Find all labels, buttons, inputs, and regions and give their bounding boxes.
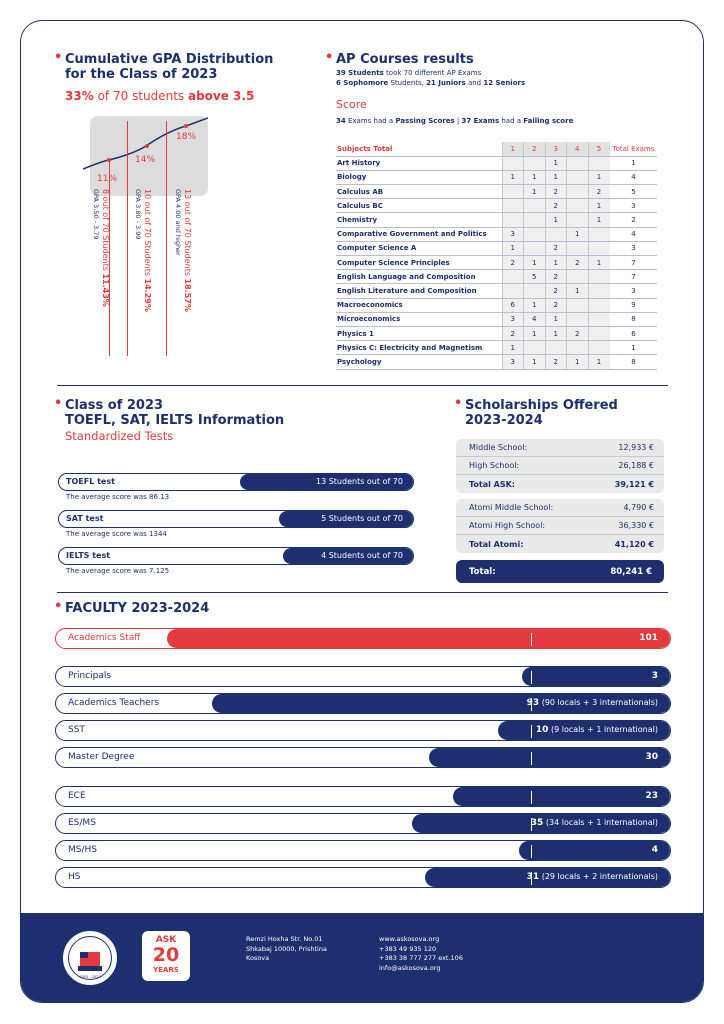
gpa-point-2 xyxy=(145,144,149,148)
faculty-label: Academics Staff xyxy=(68,633,141,643)
test-students-count: 13 Students out of 70 xyxy=(240,474,413,490)
ap-score-cell xyxy=(588,241,610,255)
scholarships-atomi-panel xyxy=(456,499,664,553)
faculty-label: HS xyxy=(68,872,81,882)
faculty-bar xyxy=(55,747,671,768)
faculty-value: 31 (29 locals + 2 internationals) xyxy=(526,872,658,882)
ap-total-cell: 8 xyxy=(610,312,658,326)
ap-score-cell: 6 xyxy=(502,298,524,312)
ap-table-row xyxy=(336,156,657,170)
scholarship-label: Total Atomi: xyxy=(469,539,524,549)
ap-score-cell: 1 xyxy=(545,156,567,170)
ap-score-cell: 5 xyxy=(524,270,546,284)
ap-score-cell: 2 xyxy=(502,256,524,270)
infographic-page xyxy=(20,20,704,1003)
scholarships-total: Total: 80,241 € xyxy=(456,560,664,583)
ap-score-cell xyxy=(524,213,546,227)
scholarship-label: Atomi High School: xyxy=(469,521,546,530)
test-bar xyxy=(58,473,414,491)
ap-subject-cell: Microeconomics xyxy=(336,312,502,326)
ap-subject-cell: Chemistry xyxy=(336,213,502,227)
faculty-divider xyxy=(531,752,532,765)
ap-score-cell: 1 xyxy=(524,185,546,199)
ap-total-cell: 3 xyxy=(610,199,658,213)
faculty-divider xyxy=(531,633,532,646)
ap-score-cell xyxy=(567,199,589,213)
phone-1: +383 49 935 120 xyxy=(379,944,437,953)
gpa-label-1: 11% xyxy=(97,174,118,184)
test-bar xyxy=(58,510,414,528)
ap-score-cell: 1 xyxy=(588,199,610,213)
ap-table-row xyxy=(336,256,657,270)
gpa-desc-3: 13 out of 70 Students 18.57% xyxy=(183,189,192,312)
ap-score-cell xyxy=(567,312,589,326)
ap-score-cell: 2 xyxy=(545,284,567,298)
bullet-dot: • xyxy=(54,599,63,614)
ap-score-cell xyxy=(588,326,610,340)
ap-total-cell: 3 xyxy=(610,284,658,298)
ap-total-cell: 6 xyxy=(610,326,658,340)
ap-score-cell xyxy=(524,199,546,213)
ap-subject-cell: Calculus BC xyxy=(336,199,502,213)
scholarship-amount: 4,790 € xyxy=(623,503,654,512)
ap-score-cell xyxy=(588,312,610,326)
ask-20-years-logo: ASK 20 YEARS xyxy=(142,931,190,981)
faculty-fill xyxy=(453,787,670,806)
test-average-note: The average score was 1344 xyxy=(66,530,167,538)
faculty-divider xyxy=(531,671,532,684)
ap-subject-cell: English Language and Composition xyxy=(336,270,502,284)
footer xyxy=(21,913,704,1003)
scholarship-label: Total ASK: xyxy=(469,479,515,489)
ap-score-cell: 2 xyxy=(567,326,589,340)
ap-score-cell: 2 xyxy=(567,256,589,270)
ap-score-cell xyxy=(588,298,610,312)
bullet-dot: • xyxy=(325,50,334,65)
bullet-dot: • xyxy=(54,50,63,65)
ap-score-cell: 3 xyxy=(502,312,524,326)
ap-score-cell: 1 xyxy=(567,355,589,369)
ap-score-cell xyxy=(524,156,546,170)
ap-table-row xyxy=(336,185,657,199)
ap-score-cell: 1 xyxy=(545,170,567,184)
faculty-label: ECE xyxy=(68,791,86,801)
tests-subtitle: Standardized Tests xyxy=(65,429,174,443)
ap-score-cell xyxy=(524,284,546,298)
ap-score-cell xyxy=(567,156,589,170)
ap-score-cell: 2 xyxy=(545,298,567,312)
ap-score-cell xyxy=(502,185,524,199)
scholarship-label: Atomi Middle School: xyxy=(469,503,554,512)
ap-score-cell: 1 xyxy=(524,170,546,184)
ap-score-cell: 1 xyxy=(524,256,546,270)
faculty-fill xyxy=(522,667,670,686)
phone-2: +383 38 777 277 ext.106 xyxy=(379,954,463,962)
faculty-divider xyxy=(531,845,532,858)
ap-score-cell: 2 xyxy=(545,270,567,284)
ap-score-cell: 1 xyxy=(545,213,567,227)
ap-score-cell xyxy=(567,341,589,355)
ap-table-row xyxy=(336,326,657,340)
ap-score-cell xyxy=(502,213,524,227)
ap-score-cell xyxy=(588,227,610,241)
faculty-value: 35 (34 locals + 1 international) xyxy=(530,818,658,828)
ap-score-cell xyxy=(502,270,524,284)
ap-score-cell xyxy=(524,341,546,355)
ap-score-cell xyxy=(588,284,610,298)
scholarship-label: High School: xyxy=(469,461,520,470)
ap-table-row xyxy=(336,227,657,241)
ap-total-cell: 1 xyxy=(610,341,658,355)
ap-table-row xyxy=(336,213,657,227)
faculty-fill xyxy=(167,629,670,648)
faculty-bar xyxy=(55,693,671,714)
ap-results-table xyxy=(336,142,657,370)
ap-score-line: 34 Exams had a Passing Scores | 37 Exams had a Failing score xyxy=(336,117,574,125)
ap-score-cell xyxy=(567,170,589,184)
test-average-note: The average score was 7.125 xyxy=(66,567,170,575)
scholarship-row xyxy=(456,517,664,535)
faculty-value: 3 xyxy=(651,671,658,681)
ap-score-cell: 3 xyxy=(502,227,524,241)
faculty-title: FACULTY 2023-2024 xyxy=(65,601,210,616)
tests-title: Class of 2023 TOEFL, SAT, IELTS Information xyxy=(65,398,285,428)
ap-score-cell xyxy=(524,241,546,255)
faculty-divider xyxy=(531,725,532,738)
ap-score-cell: 2 xyxy=(545,355,567,369)
divider xyxy=(57,592,668,593)
svg-text:2003 - 2023: 2003 - 2023 xyxy=(79,975,101,979)
faculty-divider xyxy=(531,791,532,804)
faculty-bar xyxy=(55,666,671,687)
scholarships-title: Scholarships Offered 2023-2024 xyxy=(465,398,618,428)
ap-total-cell: 5 xyxy=(610,185,658,199)
ap-score-cell: 1 xyxy=(524,326,546,340)
ap-title: AP Courses results xyxy=(336,52,474,67)
gpa-desc-1: 8 out of 70 Students 11.43% xyxy=(101,189,110,307)
ap-score-cell: 1 xyxy=(524,355,546,369)
test-name: TOEFL test xyxy=(66,477,115,486)
ap-score-cell: 1 xyxy=(502,241,524,255)
ap-subject-cell: Macroeconomics xyxy=(336,298,502,312)
ap-score-cell: 1 xyxy=(588,256,610,270)
scholarship-amount: 41,120 € xyxy=(614,539,654,549)
ap-score-cell: 2 xyxy=(502,326,524,340)
faculty-fill xyxy=(429,748,670,767)
ap-score-cell: 1 xyxy=(524,298,546,312)
gpa-range-3: GPA 4.00 and higher xyxy=(174,189,182,256)
scholarship-amount: 36,330 € xyxy=(618,521,654,530)
ap-score-cell: 2 xyxy=(588,185,610,199)
faculty-label: Principals xyxy=(68,671,112,681)
scholarship-label: Middle School: xyxy=(469,443,528,452)
ap-subject-cell: Physics 1 xyxy=(336,326,502,340)
website-link[interactable]: www.askosova.org xyxy=(379,935,440,943)
bullet-dot: • xyxy=(54,396,63,411)
gpa-range-1: GPA 3.50 - 3.79 xyxy=(92,189,100,240)
ap-subject-cell: English Literature and Composition xyxy=(336,284,502,298)
ap-score-cell: 1 xyxy=(502,170,524,184)
faculty-label: MS/HS xyxy=(68,845,97,855)
ap-table-header: Subjects Total 1 2 3 4 5 Total Exams xyxy=(336,142,657,156)
test-students-count: 5 Students out of 70 xyxy=(279,511,413,527)
ap-table-row xyxy=(336,199,657,213)
faculty-value: 93 (90 locals + 3 internationals) xyxy=(526,698,658,708)
email-link[interactable]: info@askosova.org xyxy=(379,963,441,972)
ap-score-cell xyxy=(524,227,546,241)
faculty-value: 23 xyxy=(645,791,658,801)
ap-table-row xyxy=(336,241,657,255)
ap-score-cell: 2 xyxy=(545,241,567,255)
gpa-line-3 xyxy=(166,121,167,356)
gpa-point-3 xyxy=(184,124,188,128)
scholarship-row xyxy=(456,535,664,553)
gpa-summary: 33% of 70 students above 3.5 xyxy=(65,89,255,103)
ap-score-cell xyxy=(588,156,610,170)
scholarship-amount: 12,933 € xyxy=(618,443,654,452)
scholarship-row xyxy=(456,475,664,493)
ap-score-cell: 1 xyxy=(545,326,567,340)
ap-subject-cell: Biology xyxy=(336,170,502,184)
gpa-line-2 xyxy=(127,121,128,356)
scholarship-amount: 26,188 € xyxy=(618,461,654,470)
ap-score-cell xyxy=(545,227,567,241)
ap-score-cell: 1 xyxy=(567,284,589,298)
gpa-desc-2: 10 out of 70 Students 14.29% xyxy=(143,189,152,312)
faculty-bar xyxy=(55,867,671,888)
ap-total-cell: 9 xyxy=(610,298,658,312)
scholarship-row xyxy=(456,499,664,517)
test-name: SAT test xyxy=(66,514,104,523)
ap-students-line: 39 Students took 70 different AP Exams xyxy=(336,69,482,77)
ap-subject-cell: Calculus AB xyxy=(336,185,502,199)
bullet-dot: • xyxy=(454,396,463,411)
ap-total-cell: 1 xyxy=(610,156,658,170)
faculty-fill xyxy=(519,841,670,860)
ap-score-cell: 1 xyxy=(567,227,589,241)
ap-table-row xyxy=(336,170,657,184)
ap-table-row xyxy=(336,270,657,284)
faculty-bar xyxy=(55,813,671,834)
ap-table-row xyxy=(336,284,657,298)
ap-score-cell: 1 xyxy=(502,341,524,355)
ap-table-row xyxy=(336,298,657,312)
ap-score-cell: 1 xyxy=(588,355,610,369)
ap-score-cell xyxy=(567,241,589,255)
ap-table-row xyxy=(336,355,657,369)
ap-score-cell xyxy=(545,341,567,355)
ap-score-title: Score xyxy=(336,98,367,111)
scholarship-amount: 39,121 € xyxy=(614,479,654,489)
ap-score-cell xyxy=(567,185,589,199)
ap-subject-cell: Art History xyxy=(336,156,502,170)
ap-score-cell xyxy=(567,213,589,227)
test-bar xyxy=(58,547,414,565)
faculty-label: Academics Teachers xyxy=(68,698,160,708)
ap-score-cell xyxy=(567,298,589,312)
divider xyxy=(57,385,668,386)
ap-grades-line: 6 Sophomore Students, 21 Juniors and 12 Seniors xyxy=(336,79,526,87)
ap-score-cell xyxy=(588,341,610,355)
ap-score-cell: 4 xyxy=(524,312,546,326)
ap-score-cell xyxy=(502,284,524,298)
ap-score-cell: 2 xyxy=(545,199,567,213)
scholarships-ask-panel xyxy=(456,439,664,493)
ap-subject-cell: Psychology xyxy=(336,355,502,369)
test-average-note: The average score was 86.13 xyxy=(66,493,170,501)
ap-score-cell: 1 xyxy=(588,170,610,184)
ap-subject-cell: Computer Science A xyxy=(336,241,502,255)
ap-score-cell xyxy=(502,199,524,213)
ap-table-row xyxy=(336,341,657,355)
ap-score-cell: 2 xyxy=(545,185,567,199)
ap-total-cell: 7 xyxy=(610,256,658,270)
test-name: IELTS test xyxy=(66,551,111,560)
footer-address: Remzi Hoxha Str. No.01 Shkabaj 10000, Prishtina Kosova xyxy=(246,935,327,962)
ap-score-cell: 3 xyxy=(502,355,524,369)
faculty-label: SST xyxy=(68,725,85,735)
scholarship-row xyxy=(456,457,664,475)
ap-table-row xyxy=(336,312,657,326)
faculty-value: 30 xyxy=(645,752,658,762)
faculty-bar xyxy=(55,628,671,649)
ap-total-cell: 4 xyxy=(610,227,658,241)
gpa-label-2: 14% xyxy=(135,155,156,165)
ap-total-cell: 7 xyxy=(610,270,658,284)
gpa-label-3: 18% xyxy=(176,132,197,142)
faculty-value: 101 xyxy=(639,633,658,643)
faculty-bar xyxy=(55,786,671,807)
school-seal-logo xyxy=(63,931,117,985)
ap-subject-cell: Computer Science Principles xyxy=(336,256,502,270)
gpa-range-2: GPA 3.80 - 3.99 xyxy=(134,189,142,240)
ap-score-cell xyxy=(567,270,589,284)
faculty-label: Master Degree xyxy=(68,752,135,762)
gpa-title: Cumulative GPA Distribution for the Class of 2023 xyxy=(65,52,274,82)
ap-score-cell: 1 xyxy=(588,213,610,227)
faculty-value: 10 (9 locals + 1 international) xyxy=(535,725,658,735)
faculty-bar xyxy=(55,840,671,861)
ap-subject-cell: Comparative Government and Politics xyxy=(336,227,502,241)
ap-score-cell: 1 xyxy=(545,312,567,326)
scholarship-row xyxy=(456,439,664,457)
test-students-count: 4 Students out of 70 xyxy=(283,548,413,564)
footer-contact xyxy=(379,935,463,973)
ap-total-cell: 2 xyxy=(610,213,658,227)
faculty-label: ES/MS xyxy=(68,818,96,828)
ap-score-cell xyxy=(502,156,524,170)
faculty-value: 4 xyxy=(651,845,658,855)
faculty-bar xyxy=(55,720,671,741)
ap-total-cell: 4 xyxy=(610,170,658,184)
ap-subject-cell: Physics C: Electricity and Magnetism xyxy=(336,341,502,355)
ap-score-cell xyxy=(588,270,610,284)
ap-total-cell: 8 xyxy=(610,355,658,369)
ap-total-cell: 3 xyxy=(610,241,658,255)
ap-score-cell: 1 xyxy=(545,256,567,270)
